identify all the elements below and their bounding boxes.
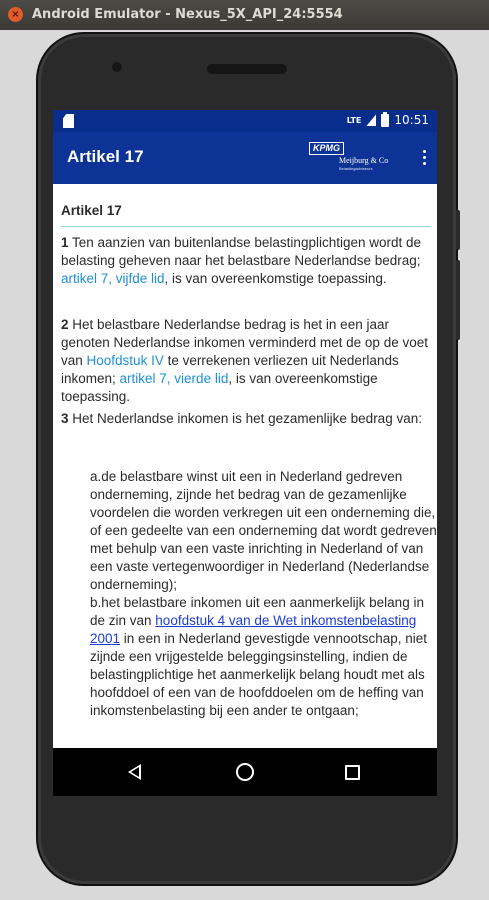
- back-icon-inner: [131, 767, 139, 777]
- list-item-a: a.de belastbare winst uit een in Nederland gedreven onderneming, zijnde het bedrag van de gezamenlijke voordelen die worden verkregen uit een onderneming die, of een gedeelte van een onderneming dat wordt gedreven met behulp van een vaste inrichting in Nederland of van een vaste vertegenwoordiger in Nederland (Nederlandse onderneming);: [90, 469, 437, 592]
- window-titlebar: [0, 0, 489, 30]
- power-button[interactable]: [456, 210, 460, 250]
- paragraph-3-items: [90, 468, 437, 720]
- sd-card-icon: [63, 114, 74, 128]
- status-indicators: [347, 113, 429, 127]
- logo-subtitle: Belastingadviseurs: [339, 166, 373, 171]
- item-text: in een in Nederland gevestigde vennootschap, niet zijnde een vrijgestelde beleggingsinstelling, indien de belastingplichtige het aanmerkelijk belang houdt met als hoofddoel of een van de hoofddoelen om de heffing van inkomstenbelasting bij een ander te ontgaan;: [90, 631, 428, 718]
- logo-mark: KPMG: [309, 142, 344, 155]
- network-type-label: LTE: [346, 115, 362, 125]
- camera-icon: [112, 62, 122, 72]
- link-artikel-7-vierde-lid[interactable]: artikel 7, vierde lid: [119, 371, 229, 386]
- article-content[interactable]: [53, 184, 437, 748]
- device-screen: [53, 110, 437, 796]
- app-bar: [53, 132, 437, 184]
- link-hoofdstuk-iv[interactable]: Hoofdstuk IV: [86, 353, 164, 368]
- paragraph-text: Ten aanzien van buitenlandse belastingplichtigen wordt de belasting geheven naar het belastbare Nederlandse bedrag;: [61, 235, 422, 268]
- speaker-grille: [207, 64, 287, 74]
- clock: 10:51: [394, 113, 429, 127]
- battery-icon: [381, 114, 389, 127]
- article-heading: Artikel 17: [61, 203, 122, 218]
- paragraph-number: 2: [61, 317, 69, 332]
- window-close-button[interactable]: ×: [8, 7, 23, 22]
- paragraph-text: Het Nederlandse inkomen is het gezamenlijke bedrag van:: [68, 411, 422, 426]
- paragraph-3: [61, 410, 433, 428]
- volume-button[interactable]: [456, 260, 460, 340]
- item-text: b.het belastbare inkomen uit een aanmerkelijk belang in de zin van: [90, 595, 424, 628]
- status-bar: [53, 110, 437, 132]
- paragraph-text: , is van overeenkomstige toepassing.: [164, 271, 387, 286]
- navigation-bar: [53, 748, 437, 796]
- window-controls: [8, 7, 23, 22]
- link-hoofdstuk-4-wet-ib-2001[interactable]: hoofdstuk 4 van de Wet inkomstenbelasting 2001: [90, 613, 417, 646]
- kpmg-meijburg-logo: [309, 142, 395, 176]
- paragraph-text: te verrekenen verliezen uit Nederlands inkomen;: [61, 353, 399, 386]
- recents-icon[interactable]: [345, 765, 360, 780]
- paragraph-text: Het belastbare Nederlandse bedrag is het in een jaar genoten Nederlandse inkomen verminderd met de op de voet van: [61, 317, 428, 368]
- home-icon[interactable]: [236, 763, 254, 781]
- paragraph-number: 3: [61, 411, 69, 426]
- paragraph-2: [61, 316, 433, 406]
- logo-name: Meijburg & Co: [339, 156, 389, 165]
- window-title: Android Emulator - Nexus_5X_API_24:5554: [32, 7, 343, 22]
- link-artikel-7-vijfde-lid[interactable]: artikel 7, vijfde lid: [61, 271, 165, 286]
- list-item-b: [90, 594, 437, 720]
- paragraph-text: , is van overeenkomstige toepassing.: [61, 371, 378, 404]
- app-bar-title: Artikel 17: [67, 147, 144, 166]
- heading-divider: [61, 226, 431, 227]
- signal-icon: [366, 114, 376, 126]
- overflow-menu-icon[interactable]: [423, 150, 427, 168]
- paragraph-1: [61, 234, 433, 288]
- paragraph-number: 1: [61, 235, 69, 250]
